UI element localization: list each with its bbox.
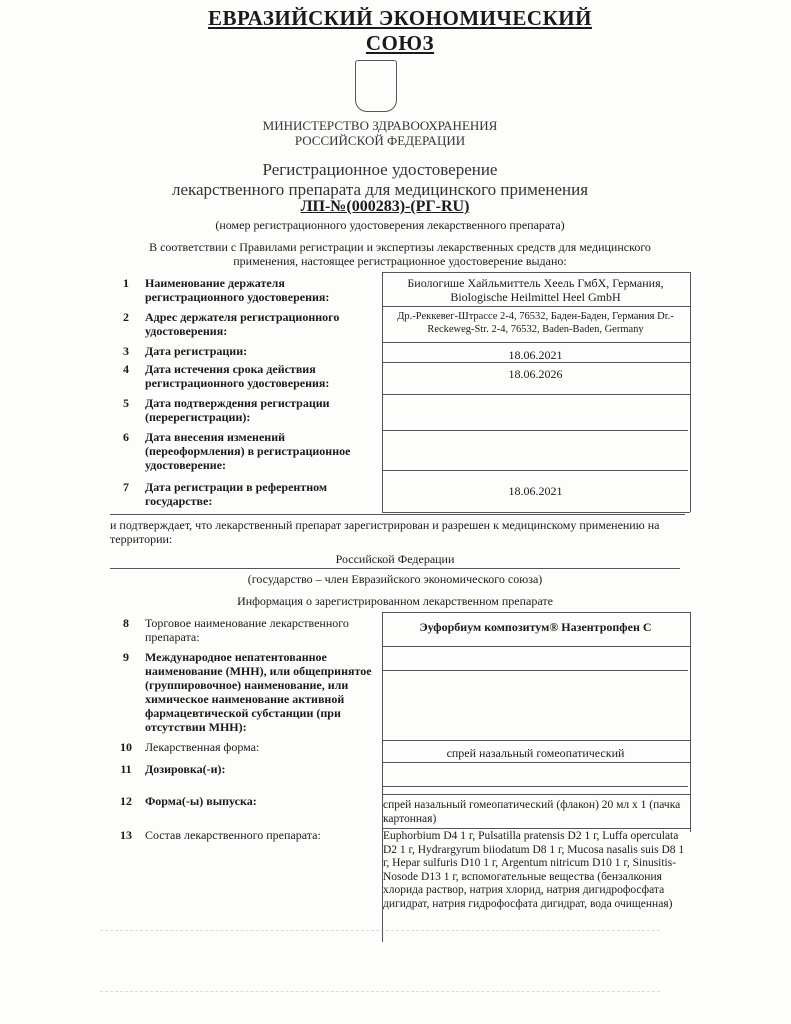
union-title: ЕВРАЗИЙСКИЙ ЭКОНОМИЧЕСКИЙ СОЮЗ [208, 6, 592, 55]
table-border [382, 612, 383, 942]
field-number: 7 [123, 480, 129, 494]
field-value: 18.06.2026 [508, 367, 563, 381]
field-underline [383, 430, 688, 431]
field-label: Дата регистрации: [145, 344, 248, 358]
certificate-title-line-2: лекарственного препарата для медицинского применения [171, 180, 589, 199]
field-label: Торговое наименование лекарственного препарата: [145, 616, 349, 644]
table-border [382, 646, 690, 647]
territory: Российской Федерации [335, 552, 455, 566]
table-border [382, 342, 690, 343]
field-label: Состав лекарственного препарата: [145, 828, 321, 842]
table-border [382, 512, 690, 513]
field-value: спрей назальный гомеопатический [446, 746, 625, 760]
field-label: Дата регистрации в референтном государстве: [145, 480, 328, 508]
field-label: Дата подтверждения регистрации (перерегистрации): [145, 396, 330, 424]
field-number: 5 [123, 396, 129, 410]
field-label: Дозировка(-и): [145, 762, 226, 776]
field-label: Адрес держателя регистрационного удостоверения: [145, 310, 340, 338]
field-value: Эуфорбиум композитум® Назентропфен С [419, 620, 652, 634]
field-value: Др.-Реккевег-Штрассе 2-4, 76532, Баден-Баден, Германия Dr.-Reckeweg-Str. 2-4, 76532, Baden-Baden, Germany [397, 311, 674, 335]
intro-text: В соответствии с Правилами регистрации и экспертизы лекарственных средств для медицинского применения, настоящее регистрационное удостоверение выдано: [149, 240, 651, 268]
field-label: Дата истечения срока действия регистрационного удостоверения: [145, 362, 330, 390]
certificate-title-line-1: Регистрационное удостоверение [262, 160, 498, 179]
field-value: Биологише Хайльмиттель Хеель ГмбХ, Германия, Biologische Heilmittel Heel GmbH [407, 276, 664, 304]
table-border [690, 612, 691, 832]
field-number: 2 [123, 310, 129, 324]
registration-number-caption: (номер регистрационного удостоверения лекарственного препарата) [215, 218, 565, 232]
field-number: 12 [120, 794, 132, 808]
field-number: 4 [123, 362, 129, 376]
field-number: 11 [120, 762, 132, 776]
ministry-line-1: МИНИСТЕРСТВО ЗДРАВООХРАНЕНИЯ [262, 118, 498, 133]
table-border [382, 272, 690, 273]
territory-caption: (государство – член Евразийского экономического союза) [247, 572, 543, 586]
field-value: Euphorbium D4 1 г, Pulsatilla pratensis D2 1 г, Luffa operculata D2 1 г, Hydrargyrum biiodatum D8 1 г, Mucosa nasalis suis D8 1 г, Hepar sulfuris D10 1 г, Argentum nitricum D10 1 г, Sinusitis-Nosode D13 1 г, вспомогательные вещества (бензалкония хлорида раствор, натрия хлорид, натрия дигидрофосфата дигидрат, натрия гидрофосфата дигидрат, вода очищенная) [383, 830, 685, 910]
field-underline [383, 470, 688, 471]
field-label: Дата внесения изменений (переоформления) в регистрационное удостоверение: [145, 430, 351, 472]
field-label: Наименование держателя регистрационного удостоверения: [145, 276, 330, 304]
copy-artifact [100, 930, 660, 992]
field-number: 10 [120, 740, 132, 754]
coat-of-arms-icon [355, 60, 397, 112]
field-underline [383, 670, 688, 671]
confirmation-text: и подтверждает, что лекарственный препарат зарегистрирован и разрешен к медицинскому применению на территории: [110, 518, 660, 546]
table-border [382, 612, 690, 613]
table-border [382, 740, 690, 741]
ministry-name [230, 118, 530, 148]
field-number: 1 [123, 276, 129, 290]
certificate-title [120, 160, 640, 200]
field-value: спрей назальный гомеопатический (флакон) 20 мл х 1 (пачка картонная) [383, 799, 681, 825]
info-heading: Информация о зарегистрированном лекарственном препарате [237, 594, 553, 608]
field-number: 9 [123, 650, 129, 664]
field-underline [383, 786, 688, 787]
territory-underline [110, 568, 680, 569]
table-border [382, 762, 690, 763]
field-number: 8 [123, 616, 129, 630]
table-border [382, 362, 690, 363]
table-border [690, 272, 691, 512]
separator-line [110, 514, 685, 515]
table-border [382, 394, 690, 395]
field-number: 13 [120, 828, 132, 842]
ministry-line-2: РОССИЙСКОЙ ФЕДЕРАЦИИ [294, 133, 466, 148]
table-border [382, 306, 690, 307]
table-border [382, 828, 690, 829]
field-value: 18.06.2021 [508, 484, 563, 498]
field-number: 3 [123, 344, 129, 358]
table-border [382, 794, 690, 795]
field-label: Лекарственная форма: [145, 740, 260, 754]
table-border [382, 272, 383, 512]
field-number: 6 [123, 430, 129, 444]
field-label: Форма(-ы) выпуска: [145, 794, 257, 808]
field-value: 18.06.2021 [508, 348, 563, 362]
registration-number: ЛП-№(000283)-(РГ-RU) [300, 198, 470, 215]
field-label: Международное непатентованное наименование (МНН), или общепринятое (группировочное) наименование, или химическое наименование активной фармацевтической субстанции (при отсутствии МНН): [145, 650, 372, 734]
